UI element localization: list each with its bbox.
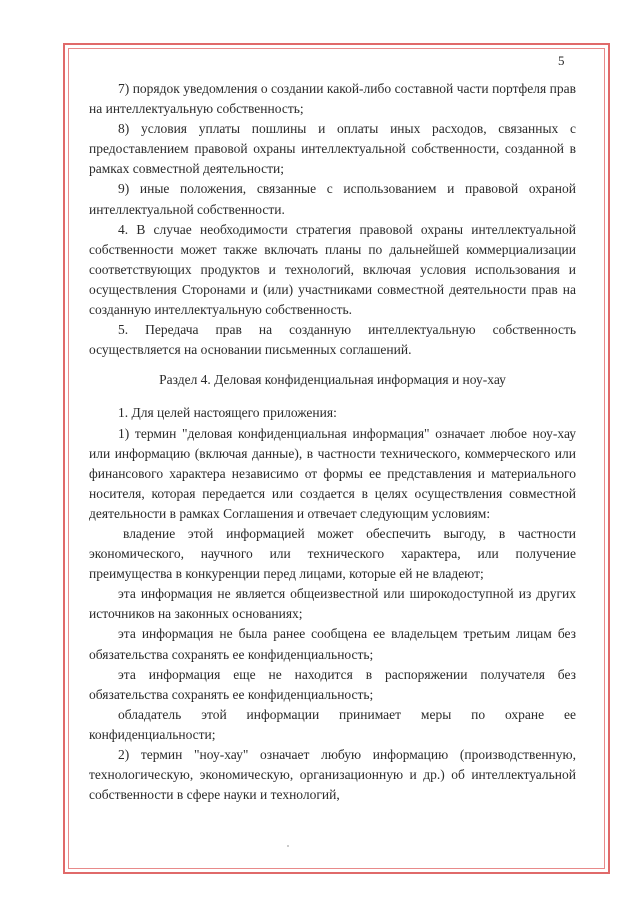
document-body — [89, 79, 576, 805]
condition-not-public: эта информация не является общеизвестной или широкодоступной из других источников на законных основаниях; — [89, 586, 576, 622]
page-number: 5 — [558, 53, 565, 68]
list-item-8: 8) условия уплаты пошлины и оплаты иных расходов, связанных с предоставлением правовой охраны интеллектуальной собственности, созданной в рамках совместной деятельности; — [89, 121, 576, 177]
condition-protection: обладатель этой информации принимает меры по охране ее конфиденциальности; — [89, 706, 576, 742]
condition-advantage: владение этой информацией может обеспечить выгоду, в частности экономического, научного или технического характера, или получение преимущества в конкуренции перед лицами, которые ей не владеют; — [89, 525, 576, 582]
section-heading: Раздел 4. Деловая конфиденциальная информация и ноу-хау — [159, 372, 506, 388]
definition-business-info: 1) термин "деловая конфиденциальная информация" означает любое ноу-хау или информацию (включая данные), в частности технического, коммерческого или финансового характера независимо от формы ее представления и материального носителя, которая передается или создается в целях осуществления совместной деятельности в рамках Соглашения и отвечает следующим условиям: — [89, 425, 576, 521]
list-item-7: 7) порядок уведомления о создании какой-либо составной части портфеля прав на интеллектуальную собственность; — [89, 81, 576, 117]
clause-4: 4. В случае необходимости стратегия правовой охраны интеллектуальной собственности может также включать планы по дальнейшей коммерциализации соответствующих продуктов и технологий, включая условия использования и осуществления Сторонами и (или) участниками совместной деятельности прав на созданную интеллектуальную собственность. — [89, 221, 576, 318]
clause-1: 1. Для целей настоящего приложения: — [118, 405, 337, 421]
condition-not-disclosed: эта информация не была ранее сообщена ее владельцем третьим лицам без обязательства сохранять ее конфиденциальность; — [89, 626, 576, 662]
clause-5: 5. Передача прав на созданную интеллектуальную собственность осуществляется на основании письменных соглашений. — [89, 322, 576, 358]
list-item-9: 9) иные положения, связанные с использованием и правовой охраной интеллектуальной собственности. — [89, 181, 576, 217]
definition-know-how: 2) термин "ноу-хау" означает любую информацию (производственную, технологическую, экономическую, организационную и др.) об интеллектуальной собственности в сфере науки и технологий, — [89, 747, 576, 803]
condition-not-possessed: эта информация еще не находится в распоряжении получателя без обязательства сохранять ее конфиденциальность; — [89, 666, 576, 702]
scan-speck — [287, 845, 289, 847]
